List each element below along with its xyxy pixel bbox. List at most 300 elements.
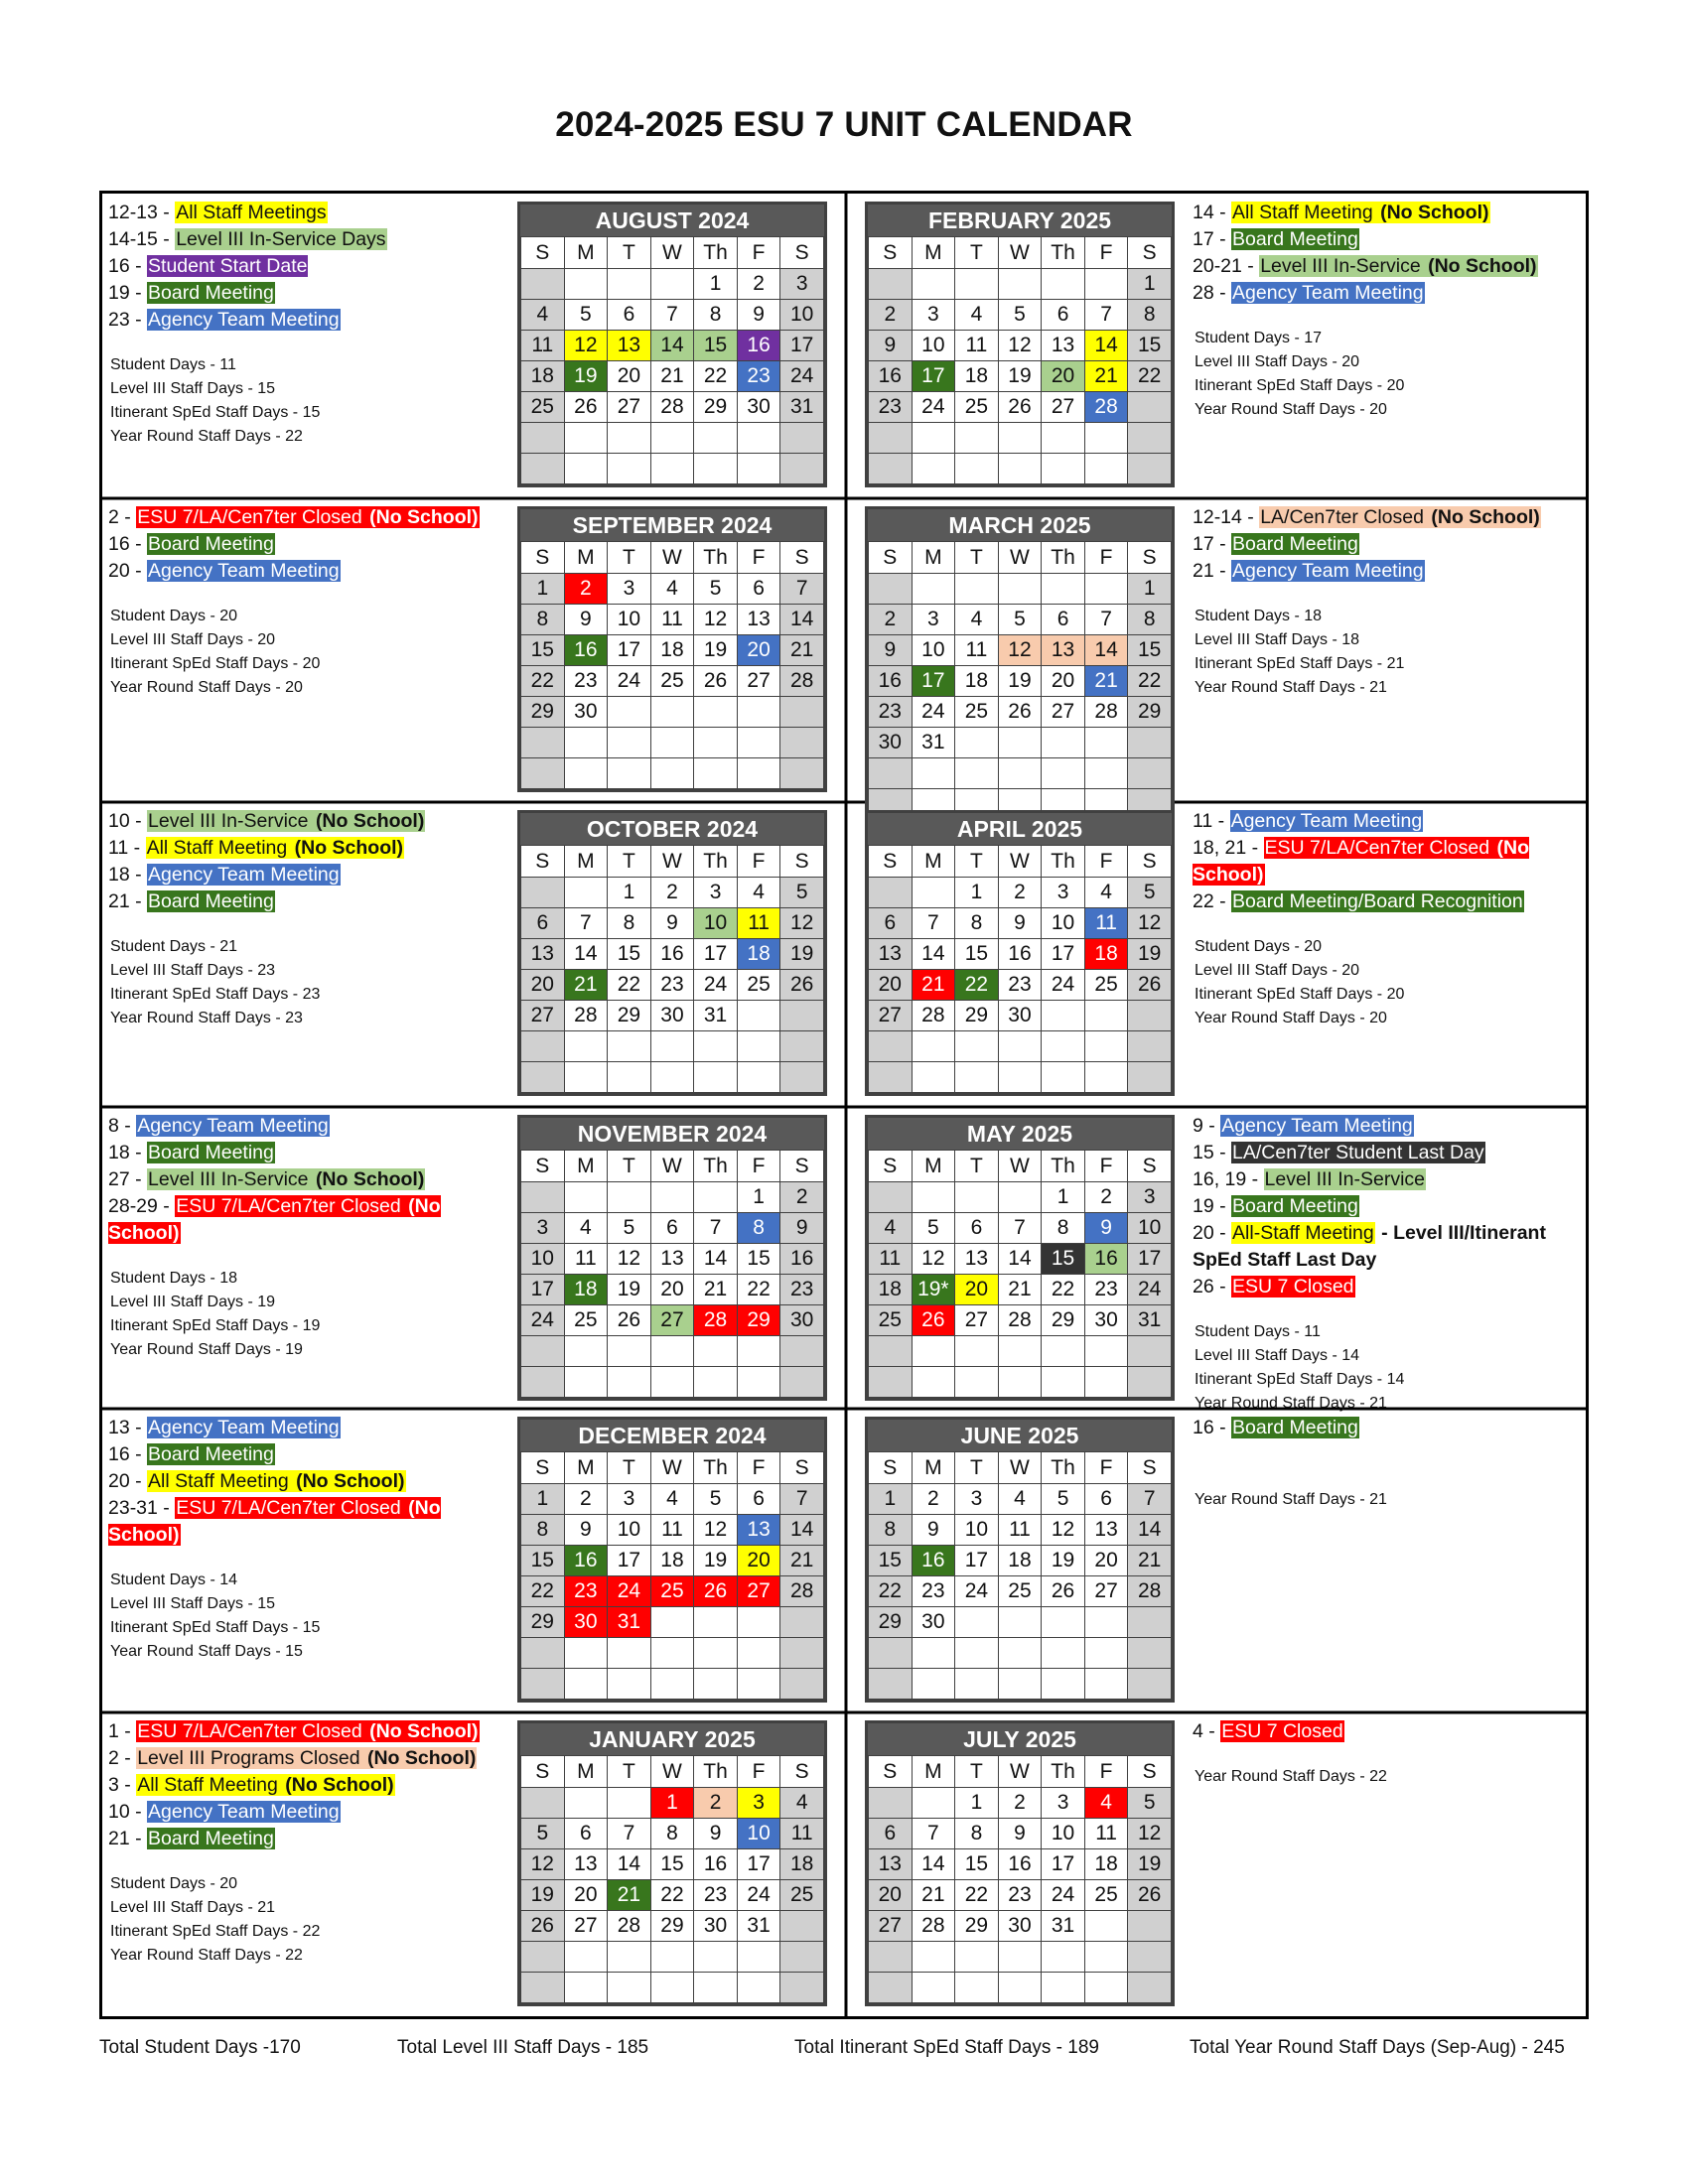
day-cell: 14 [694,1244,738,1275]
day-cell: 9 [564,605,608,635]
day-cell: 31 [608,1607,651,1638]
month-block [102,498,846,802]
weekday-label: T [955,1151,999,1182]
stat-item: Itinerant SpEd Staff Days - 23 [110,986,321,1003]
event-item [108,835,490,862]
day-cell [1042,269,1085,300]
weekday-label: T [608,542,651,574]
month-block [847,1107,1586,1412]
day-cell: 4 [521,300,565,331]
week-row [869,1062,1172,1093]
event-label: LA/Cen7ter Closed [1260,506,1430,528]
day-cell [1084,1638,1128,1669]
day-cell [869,1062,913,1093]
day-cell [780,1669,824,1700]
day-cell: 19 [608,1275,651,1305]
day-cell: 31 [1128,1305,1172,1336]
day-cell: 13 [1084,1515,1128,1546]
day-cell [780,1031,824,1062]
event-label: Board Meeting [1232,228,1358,250]
week-row [869,1484,1172,1515]
day-cell: 23 [912,1576,955,1607]
event-label: All Staff Meeting [137,1774,284,1796]
day-cell: 23 [564,1576,608,1607]
day-cell [737,1001,780,1031]
week-row [521,300,824,331]
event-date: 16, 19 - [1193,1168,1264,1190]
day-cell: 15 [737,1244,780,1275]
day-cell: 6 [608,300,651,331]
event-date: 19 - [1193,1195,1232,1217]
event-date: 12-14 - [1193,506,1260,528]
event-item [1193,253,1570,280]
day-cell: 3 [912,605,955,635]
day-cell: 18 [521,361,565,392]
stats-list [1195,935,1404,1030]
event-date: 11 - [1193,810,1230,832]
event-label: (No School) [1431,506,1540,528]
day-cell: 7 [1128,1484,1172,1515]
weekday-label: Th [1042,1151,1085,1182]
week-row [869,970,1172,1001]
day-cell: 15 [955,939,999,970]
weekday-label: F [1084,237,1128,269]
day-cell [650,1607,694,1638]
day-cell: 13 [521,939,565,970]
stats-list [1195,1320,1404,1416]
day-cell: 31 [780,392,824,423]
week-row [869,1607,1172,1638]
day-cell: 16 [564,1546,608,1576]
day-cell: 16 [650,939,694,970]
day-cell [780,758,824,789]
stats-list [1195,1488,1387,1512]
event-item [108,558,490,585]
week-row [869,1911,1172,1942]
day-cell [694,697,738,728]
day-cell [998,1336,1042,1367]
day-cell: 30 [780,1305,824,1336]
weekday-label: T [608,1151,651,1182]
day-cell [998,269,1042,300]
weekday-label: Th [694,1151,738,1182]
week-row [869,1973,1172,2003]
event-date: 21 - [1193,560,1232,582]
day-cell [608,1788,651,1819]
weekday-label: M [564,542,608,574]
day-cell [694,454,738,484]
weekday-label: F [1084,1756,1128,1788]
stat-item: Student Days - 18 [1195,608,1323,624]
day-cell [1084,269,1128,300]
weekday-label: Th [694,237,738,269]
day-cell: 30 [1084,1305,1128,1336]
day-cell: 27 [869,1911,913,1942]
event-label: Level III In-Service [1264,1168,1426,1190]
day-cell: 1 [650,1788,694,1819]
week-row [869,1819,1172,1849]
week-row [521,758,824,789]
stat-item: Itinerant SpEd Staff Days - 15 [110,404,321,421]
weekday-label: T [955,237,999,269]
day-cell [564,1182,608,1213]
week-row [869,361,1172,392]
day-cell [650,269,694,300]
event-label: Agency Team Meeting [1221,1115,1413,1137]
day-cell [694,758,738,789]
event-date: 22 - [1193,890,1232,912]
day-cell: 2 [564,574,608,605]
event-item [1193,1415,1570,1441]
event-date: 8 - [108,1115,137,1137]
day-cell [1042,1669,1085,1700]
weekday-label: T [608,237,651,269]
month-block [847,1712,1586,2016]
day-cell: 16 [780,1244,824,1275]
stat-item: Level III Staff Days - 21 [110,1899,276,1916]
day-cell [912,1973,955,2003]
day-cell [1084,1062,1128,1093]
day-cell: 28 [1084,697,1128,728]
day-cell [998,574,1042,605]
events-list [108,808,490,915]
week-row [869,939,1172,970]
day-cell [521,269,565,300]
day-cell [955,574,999,605]
day-cell [564,1031,608,1062]
day-cell [1042,728,1085,758]
weekday-label: Th [694,1452,738,1484]
day-cell [1084,1336,1128,1367]
day-cell [737,1031,780,1062]
weekday-label: S [1128,237,1172,269]
week-row [521,1576,824,1607]
day-cell [1128,1942,1172,1973]
day-cell [998,1031,1042,1062]
day-cell: 15 [869,1546,913,1576]
weekday-label: S [780,846,824,878]
day-cell: 14 [564,939,608,970]
day-cell: 6 [869,1819,913,1849]
day-cell: 6 [1084,1484,1128,1515]
day-cell [998,1669,1042,1700]
day-cell: 20 [737,1546,780,1576]
week-row [869,1880,1172,1911]
day-cell: 22 [1128,666,1172,697]
weekday-label: Th [1042,237,1085,269]
day-cell: 18 [737,939,780,970]
day-cell: 26 [998,392,1042,423]
month-block [847,194,1586,498]
stat-item: Level III Staff Days - 20 [1195,962,1360,979]
event-item [1193,1113,1570,1140]
day-cell: 8 [1042,1213,1085,1244]
total-student-days: Total Student Days -170 [99,2037,301,2058]
day-cell: 9 [912,1515,955,1546]
day-cell: 5 [608,1213,651,1244]
weekday-header-row [521,1151,824,1182]
event-date: 17 - [1193,533,1232,555]
stat-item: Year Round Staff Days - 22 [1195,1768,1387,1785]
week-row [869,269,1172,300]
weekday-label: F [737,1452,780,1484]
day-cell [564,1788,608,1819]
week-row [521,269,824,300]
day-cell [608,758,651,789]
week-row [869,1031,1172,1062]
day-cell: 2 [780,1182,824,1213]
stat-item: Student Days - 20 [110,608,238,624]
day-cell: 30 [998,1911,1042,1942]
day-cell: 15 [1128,331,1172,361]
day-cell: 29 [650,1911,694,1942]
month-table [868,1451,1172,1700]
event-item [108,280,490,307]
stat-item: Year Round Staff Days - 15 [110,1643,303,1660]
month-title: SEPTEMBER 2024 [520,509,824,541]
week-row [869,908,1172,939]
day-cell: 1 [1042,1182,1085,1213]
weekday-label: Th [694,1756,738,1788]
month-block [102,194,846,498]
day-cell [650,1031,694,1062]
event-date: 16 - [108,255,148,277]
month-title: MARCH 2025 [868,509,1172,541]
stat-item: Student Days - 20 [1195,938,1323,955]
weekday-header-row [521,542,824,574]
day-cell [694,423,738,454]
day-cell: 20 [564,1880,608,1911]
day-cell: 10 [608,605,651,635]
day-cell [737,1607,780,1638]
day-cell [737,1367,780,1398]
day-cell: 29 [955,1001,999,1031]
weekday-header-row [521,1452,824,1484]
day-cell: 12 [1128,908,1172,939]
week-row [521,1973,824,2003]
event-date: 13 - [108,1417,148,1438]
month-calendar [517,1720,827,2006]
total-yearround-days: Total Year Round Staff Days (Sep-Aug) - 245 [1190,2037,1565,2058]
day-cell: 23 [694,1880,738,1911]
event-date: 19 - [108,282,148,304]
weekday-label: S [780,1452,824,1484]
day-cell: 17 [608,1546,651,1576]
day-cell: 1 [955,878,999,908]
weekday-label: M [912,846,955,878]
day-cell: 15 [1042,1244,1085,1275]
day-cell [694,1638,738,1669]
day-cell: 23 [998,1880,1042,1911]
stat-item: Year Round Staff Days - 20 [110,679,303,696]
stat-item: Itinerant SpEd Staff Days - 20 [1195,377,1405,394]
day-cell: 27 [737,666,780,697]
day-cell [737,1669,780,1700]
day-cell: 12 [1128,1819,1172,1849]
event-label: ESU 7 Closed [1232,1276,1354,1297]
day-cell: 10 [737,1819,780,1849]
day-cell [608,1062,651,1093]
month-title: NOVEMBER 2024 [520,1118,824,1150]
week-row [521,1638,824,1669]
day-cell [1128,728,1172,758]
day-cell [912,574,955,605]
day-cell: 25 [955,697,999,728]
day-cell: 9 [998,908,1042,939]
day-cell [998,1973,1042,2003]
day-cell: 30 [650,1001,694,1031]
event-label: ESU 7/LA/Cen7ter Closed [137,1720,368,1742]
day-cell [737,728,780,758]
day-cell: 4 [737,878,780,908]
weekday-label: S [521,237,565,269]
stat-item: Year Round Staff Days - 21 [1195,1491,1387,1508]
day-cell: 3 [694,878,738,908]
day-cell [912,1031,955,1062]
events-list [1193,200,1570,307]
day-cell: 6 [955,1213,999,1244]
event-label: Agency Team Meeting [148,1801,340,1823]
event-label: Board Meeting [1232,1417,1358,1438]
weekday-label: M [912,1452,955,1484]
event-label: ESU 7/LA/Cen7ter Closed [137,506,368,528]
day-cell [1042,758,1085,789]
day-cell: 30 [694,1911,738,1942]
day-cell: 15 [650,1849,694,1880]
day-cell: 15 [521,635,565,666]
event-label: (No School) [296,1470,405,1492]
day-cell [998,423,1042,454]
stat-item: Level III Staff Days - 14 [1195,1347,1360,1364]
day-cell: 18 [650,635,694,666]
events-list [108,1718,490,1852]
day-cell [780,1911,824,1942]
day-cell: 26 [564,392,608,423]
day-cell: 18 [869,1275,913,1305]
month-block [102,802,846,1107]
day-cell [1042,1638,1085,1669]
day-cell: 19 [564,361,608,392]
event-label: (No School) [315,810,425,832]
event-item [108,862,490,888]
weekday-label: Th [1042,542,1085,574]
day-cell: 24 [955,1576,999,1607]
day-cell: 8 [1128,605,1172,635]
day-cell: 14 [1128,1515,1172,1546]
day-cell [1128,1367,1172,1398]
day-cell [694,1973,738,2003]
day-cell [998,1942,1042,1973]
day-cell [694,1942,738,1973]
event-label: Agency Team Meeting [1230,810,1423,832]
day-cell: 26 [694,666,738,697]
day-cell: 5 [998,605,1042,635]
month-table [868,236,1172,484]
stats-list [110,1872,320,1968]
month-title: FEBRUARY 2025 [868,205,1172,236]
day-cell: 21 [912,1880,955,1911]
day-cell: 5 [780,878,824,908]
day-cell [869,878,913,908]
day-cell: 3 [608,1484,651,1515]
day-cell: 7 [564,908,608,939]
day-cell: 4 [1084,1788,1128,1819]
day-cell: 13 [564,1849,608,1880]
day-cell: 21 [608,1880,651,1911]
day-cell: 15 [694,331,738,361]
day-cell: 28 [1084,392,1128,423]
day-cell [1042,423,1085,454]
weekday-label: W [998,1756,1042,1788]
day-cell [608,269,651,300]
week-row [521,697,824,728]
weekday-label: W [650,1151,694,1182]
event-label: (No School) [369,1720,479,1742]
stats-list [110,605,320,700]
day-cell: 10 [912,635,955,666]
weekday-label: W [650,846,694,878]
day-cell: 22 [955,970,999,1001]
event-label: Student Start Date [148,255,308,277]
weekday-label: T [955,1756,999,1788]
day-cell: 16 [869,666,913,697]
day-cell: 27 [521,1001,565,1031]
weekday-label: W [998,237,1042,269]
day-cell [521,1973,565,2003]
day-cell [955,1942,999,1973]
day-cell [521,1669,565,1700]
event-item [1193,1220,1570,1274]
week-row [869,1638,1172,1669]
day-cell [521,878,565,908]
weekday-label: F [737,1151,780,1182]
event-label: Board Meeting [1232,533,1358,555]
day-cell [564,423,608,454]
week-row [869,758,1172,789]
day-cell: 25 [1084,970,1128,1001]
day-cell: 10 [780,300,824,331]
day-cell: 3 [955,1484,999,1515]
event-label: All Staff Meeting [148,1470,295,1492]
day-cell: 21 [998,1275,1042,1305]
event-label: ESU 7/LA/Cen7ter Closed [176,1497,407,1519]
day-cell [564,1942,608,1973]
week-row [869,1336,1172,1367]
day-cell: 11 [869,1244,913,1275]
day-cell: 24 [780,361,824,392]
day-cell: 23 [650,970,694,1001]
weekday-label: S [780,542,824,574]
day-cell [737,423,780,454]
stat-item: Year Round Staff Days - 20 [1195,1010,1387,1026]
stat-item: Level III Staff Days - 18 [1195,631,1360,648]
day-cell: 5 [1128,1788,1172,1819]
day-cell: 31 [737,1911,780,1942]
week-row [869,331,1172,361]
stat-item: Student Days - 11 [1195,1323,1321,1340]
event-date: 16 - [108,1443,148,1465]
day-cell [912,1788,955,1819]
week-row [869,300,1172,331]
event-label: Agency Team Meeting [1232,560,1424,582]
week-row [521,1880,824,1911]
day-cell: 2 [737,269,780,300]
stats-list [1195,327,1404,422]
day-cell [869,1031,913,1062]
weekday-label: F [1084,846,1128,878]
event-item [108,1745,490,1772]
week-row [521,454,824,484]
